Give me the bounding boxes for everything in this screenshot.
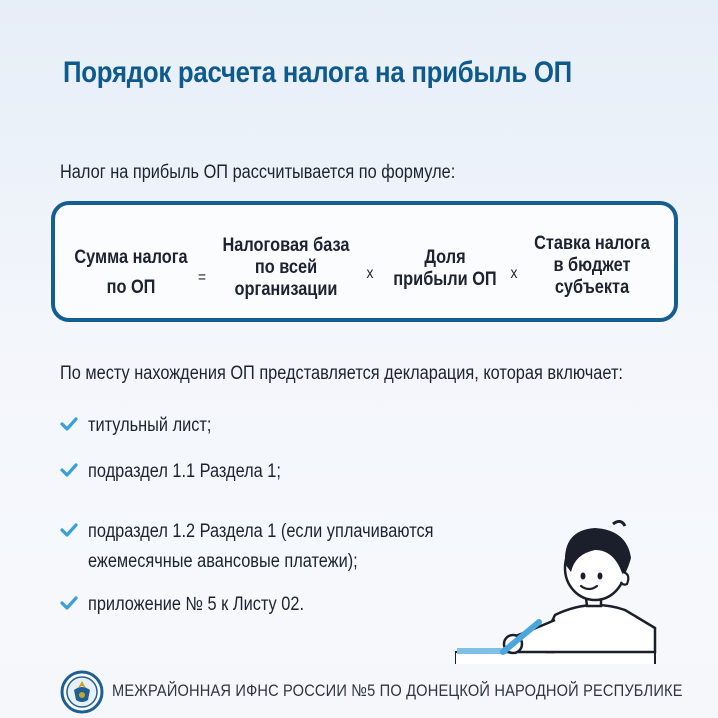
formula-term-profit-share-line-2: прибыли ОП: [393, 269, 497, 290]
footer-text: МЕЖРАЙОННАЯ ИФНС РОССИИ №5 ПО ДОНЕЦКОЙ НАРОДНОЙ РЕСПУБЛИКЕ: [112, 681, 683, 700]
formula-term-profit-share: [389, 247, 501, 291]
list-item-text: [88, 413, 211, 439]
list-item-line: приложение № 5 к Листу 02.: [88, 594, 304, 615]
check-icon: [60, 523, 78, 537]
list-item-text: [88, 519, 434, 575]
formula-box: [51, 201, 678, 322]
list-item-line: подраздел 1.1 Раздела 1;: [88, 461, 281, 482]
formula-term-tax-amount-line-1: Сумма налога: [74, 247, 188, 268]
check-icon: [60, 417, 78, 431]
list-item-line: титульный лист;: [88, 415, 212, 436]
check-icon: [60, 596, 78, 610]
formula-intro: Налог на прибыль ОП рассчитывается по формуле:: [60, 162, 456, 183]
fns-emblem-icon: [60, 670, 104, 714]
page-title: Порядок расчета налога на прибыль ОП: [63, 56, 572, 89]
list-item-line: ежемесячные авансовые платежи);: [88, 551, 358, 572]
declaration-intro: По месту нахождения ОП представляется декларация, которая включает:: [60, 363, 623, 384]
check-icon: [60, 463, 78, 477]
formula-multiply-sign-2: x: [510, 265, 518, 282]
formula-term-tax-rate: [528, 233, 657, 299]
formula-term-tax-base-line-2: по всей: [254, 257, 318, 278]
formula-term-tax-base: [216, 235, 355, 301]
formula-term-tax-rate-line-1: Ставка налога: [534, 233, 650, 254]
formula-multiply-sign-1: x: [366, 265, 374, 282]
formula-term-tax-base-line-3: организации: [234, 279, 338, 300]
formula-equals-sign: =: [197, 269, 207, 286]
formula-term-tax-base-line-1: Налоговая база: [222, 235, 350, 256]
formula-term-tax-rate-line-2: в бюджет: [553, 255, 631, 276]
list-item-text: [88, 592, 304, 618]
formula-term-tax-amount-line-2: по ОП: [106, 277, 156, 298]
formula-term-profit-share-line-1: Доля: [424, 247, 466, 268]
formula-term-tax-amount: [70, 247, 192, 299]
formula-term-tax-rate-line-3: субъекта: [554, 277, 630, 298]
list-item-line: подраздел 1.2 Раздела 1 (если уплачиваются: [88, 521, 434, 542]
student-writing-illustration: [455, 520, 665, 670]
list-item-text: [88, 459, 281, 485]
